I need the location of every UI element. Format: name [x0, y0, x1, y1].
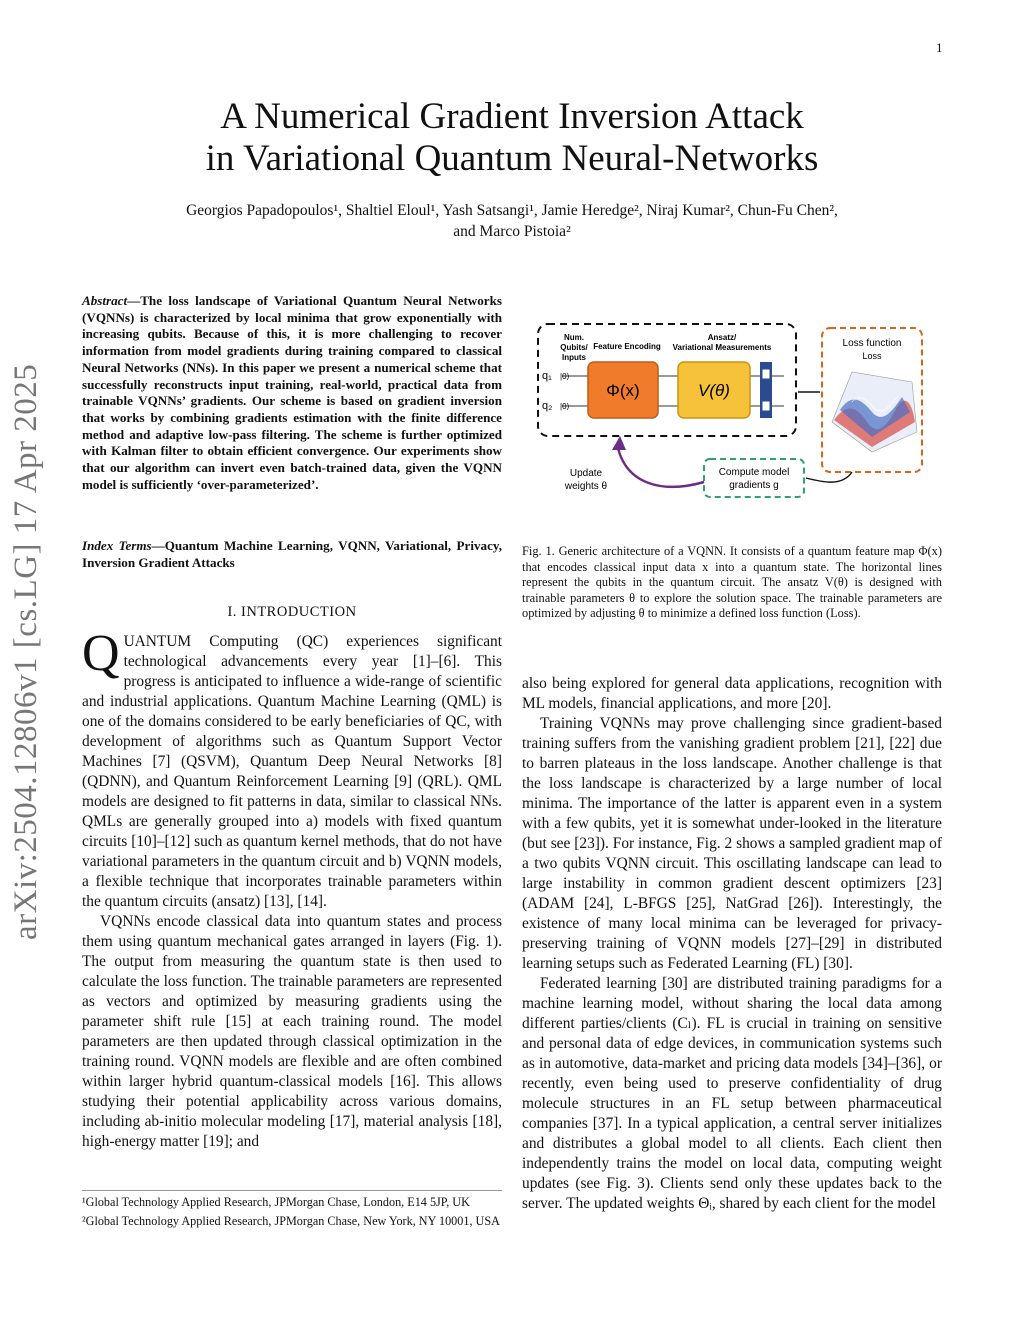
figure-1-caption: Fig. 1. Generic architecture of a VQNN. It consists of a quantum feature map Φ(x) that encodes classical input data x into a quantum state. The horizontal lines represent the qubits in the quantum circuit. The ansatz V(θ) is designed with trainable parameters θ to explore the solution space. The trainable parameters are optimized by adjusting θ to minimize a defined loss function (Loss).: [522, 544, 942, 621]
authors-line-1: Georgios Papadopoulos¹, Shaltiel Eloul¹, Yash Satsangi¹, Jamie Heredge², Niraj Kumar², Chun-Fu Chen²,: [186, 202, 838, 219]
arxiv-identifier[interactable]: arXiv:2504.12806v1 [cs.LG] 17 Apr 2025: [8, 363, 44, 940]
footnote-2: ²Global Technology Applied Research, JPMorgan Chase, New York, NY 10001, USA: [82, 1213, 500, 1228]
introduction-body: [82, 625, 502, 1152]
intro-paragraph-1-text: UANTUM Computing (QC) experiences significant technological advancements every year [1]–[6]. This progress is anticipated to influence a wide-range of scientific and industrial applications. Quantum Machine Learning (QML) is one of the domains considered to be early beneficiaries of QC, with development of algorithms such as Quantum Support Vector Machines [7] (QSVM), Quantum Deep Neural Networks [8] (QDNN), and Quantum Reinforcement Learning [9] (QRL). QML models are designed to fit patterns in data, similar to classical NNs. QMLs are generally grouped into a) models with fixed quantum circuits [10]–[12] such as quantum kernel methods, that do not have variational parameters in the quantum circuit and b) VQNN models, a flexible technique that incorporates trainable parameters within the quantum circuits (ansatz) [13], [14].: [82, 633, 502, 910]
right-column-body: [522, 674, 942, 1214]
index-terms: [82, 538, 502, 571]
ket-zero-2: |0⟩: [560, 402, 570, 411]
update-weights-label: Update weights θ: [564, 468, 608, 492]
intro-paragraph-2: VQNNs encode classical data into quantum states and process them using quantum mechanical gates arranged in layers (Fig. 1). The output from measuring the quantum state is then used to calculate the loss function. The trainable parameters are represented as vectors and optimized by measuring gradients using the parameter shift rule [15] at each training round. The model parameters are then updated through classical optimization in the training round. VQNN models are flexible and are often combined within larger hybrid quantum-classical models [16]. This allows studying their potential applicability across various domains, including ab-initio molecular modeling [17], material analysis [18], high-energy matter [19]; and: [82, 913, 502, 1150]
qubit-1-label: q₁: [542, 370, 552, 382]
figure-1-vqnn-architecture: [522, 312, 942, 508]
footnotes: [82, 1190, 502, 1232]
ket-zero-1: |0⟩: [560, 372, 570, 381]
loss-landscape-plot: [832, 372, 917, 452]
paper-title: [0, 96, 1024, 180]
num-qubits-label: Num. Qubits/ Inputs: [560, 333, 588, 362]
arrow-loss-to-gradients: [806, 472, 852, 482]
right-paragraph-2: Training VQNNs may prove challenging since gradient-based training suffers from the vanishing gradient problem [21], [22] due to barren plateaus in the loss landscape. Another challenge is that the loss landscape is characterized by a large number of local minima. The importance of the latter is apparent even in a system with a few qubits, yet it is somewhat under-looked in the literature (but see [23]). For instance, Fig. 2 shows a sampled gradient map of a two qubits VQNN circuit. This oscillating landscape can lead to large instability in common gradient descent optimizers [23] (ADAM [24], L-BFGS [25], NatGrad [26]). Interestingly, the existence of many local minima can be leveraged for privacy-preserving training of VQNN models [27]–[29] in distributed learning setups such as Federated Learning (FL) [30].: [522, 715, 942, 972]
ansatz-label-v: V(θ): [698, 381, 730, 400]
qubit-2-label: q₂: [542, 400, 553, 412]
measure-icon-2: [762, 401, 770, 411]
measure-icon-1: [762, 369, 770, 379]
abstract: [82, 293, 502, 493]
intro-paragraph-1: [82, 625, 502, 912]
abstract-text: —The loss landscape of Variational Quantum Neural Networks (VQNNs) is characterized by local minima that grow exponentially with increasing qubits. Because of this, it is more challenging to recover information from model gradients during training compared to classical Neural Networks (NNs). In this paper we present a numerical scheme that successfully reconstructs input training, real-world, practical data from trainable VQNNs’ gradients. Our scheme is based on gradient inversion that works by combining gradients estimation with the finite difference method and adaptive low-pass filtering. The scheme is further optimized with Kalman filter to obtain efficient convergence. Our experiments show that our algorithm can invert even batch-trained data, given the VQNN model is sufficiently ‘over-parameterized’.: [82, 293, 502, 492]
author-list: [90, 200, 934, 242]
compute-gradients-box: [704, 459, 804, 497]
section-heading-introduction: I. INTRODUCTION: [227, 604, 357, 620]
feature-map-label: Φ(x): [606, 381, 640, 400]
authors-line-2: and Marco Pistoia²: [453, 223, 571, 240]
right-paragraph-3: Federated learning [30] are distributed training paradigms for a machine learning model, without sharing the local data among different parties/clients (Cₗ). FL is crucial in training on sensitive and personal data of edge devices, in communication systems such as in automotive, data-market and pricing data models [34]–[36], or recently, even being used to preserve confidentiality of drug molecule structures in an FL setup between pharmaceutical companies [37]. In a typical application, a central server initializes and distributes a global model to all clients. Each client then independently trains the model on local data, computing weight updates (see Fig. 3). Clients send only these updates back to the server. The updated weights Θᵢ, shared by each client for the model: [522, 975, 942, 1212]
abstract-label: Abstract: [82, 293, 128, 308]
right-paragraph-1: also being explored for general data applications, recognition with ML models, financial applications, and more [20].: [522, 675, 942, 712]
update-arrow: [618, 448, 704, 487]
loss-function-label: Loss function: [842, 338, 902, 349]
page-number: 1: [936, 40, 943, 55]
drop-cap: Q: [82, 625, 120, 682]
title-line-2: in Variational Quantum Neural-Networks: [205, 138, 819, 179]
loss-label: Loss: [862, 351, 882, 361]
footnote-1: ¹Global Technology Applied Research, JPMorgan Chase, London, E14 5JP, UK: [82, 1195, 470, 1209]
title-line-1: A Numerical Gradient Inversion Attack: [220, 96, 804, 137]
feature-encoding-label: Feature Encoding: [593, 342, 661, 351]
index-terms-text: —Quantum Machine Learning, VQNN, Variational, Privacy, Inversion Gradient Attacks: [82, 538, 502, 570]
ansatz-label: Ansatz/ Variational Measurements: [672, 333, 772, 352]
index-terms-label: Index Terms: [82, 538, 152, 553]
compute-gradients-label: Compute model gradients g: [718, 467, 790, 491]
update-arrow-head: [612, 436, 626, 450]
